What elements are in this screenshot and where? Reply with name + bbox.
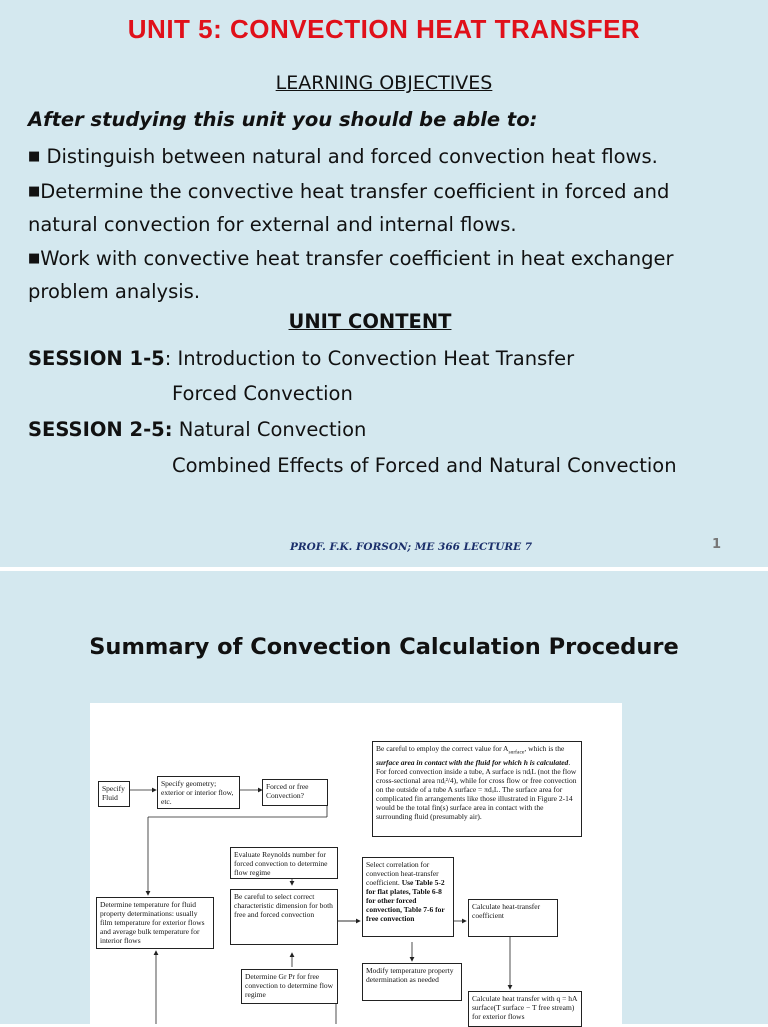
- page-number: 1: [712, 537, 722, 552]
- box-reynolds: Evaluate Reynolds number for forced convection to determine flow regime: [230, 847, 338, 879]
- objective-bullet-3: [28, 242, 728, 308]
- select-corr-tables: Use Table 5-2 for flat plates, Table 6-8 for other forced convection, Table 7-6 for free convection: [366, 878, 445, 923]
- box-determine-temperature: Determine temperature for fluid property determinations: usually film temperature for exterior flows and average bulk temperature for interior flows: [96, 897, 214, 949]
- slide-footer: PROF. F.K. FORSON; ME 366 LECTURE 7: [290, 541, 533, 553]
- square-bullet-icon: ■: [28, 184, 41, 199]
- box-calculate-htc: Calculate heat-transfer coefficient: [468, 899, 558, 937]
- session-1-line: [28, 347, 574, 370]
- box-forced-or-free: Forced or free Convection?: [262, 779, 328, 806]
- note-text-mid: , which is the: [524, 744, 565, 753]
- select-corr-text: Select correlation for convection heat-transfer coefficient.: [366, 860, 439, 887]
- note-subscript: surface: [508, 749, 525, 756]
- session-text: Forced Convection: [172, 382, 353, 405]
- box-gr-pr: Determine Gr Pr for free convection to determine flow regime: [241, 969, 338, 1004]
- box-select-correlation: [362, 857, 454, 937]
- objective-text-1: Distinguish between natural and forced convection heat flows.: [40, 145, 658, 168]
- slide-2: [0, 571, 768, 1024]
- session-1-subline: [172, 382, 353, 405]
- unit-content-heading: UNIT CONTENT: [288, 310, 452, 333]
- session-label: SESSION 1-5: [28, 347, 165, 370]
- session-2-line: [28, 418, 366, 441]
- summary-title: Summary of Convection Calculation Procedure: [89, 634, 679, 660]
- objective-bullet-1: [28, 140, 728, 173]
- learning-objectives-heading: LEARNING OBJECTIVES: [275, 72, 493, 94]
- session-text: Natural Convection: [172, 418, 367, 441]
- box-specify-geometry: Specify geometry; exterior or interior flow, etc.: [157, 776, 240, 809]
- objectives-intro: After studying this unit you should be able to:: [28, 108, 538, 131]
- session-text: Combined Effects of Forced and Natural Convection: [172, 454, 677, 477]
- box-calculate-heat-transfer: Calculate heat transfer with q = hA surface(T surface − T free stream) for exterior flows: [468, 991, 582, 1027]
- note-text-emphasis: surface area in contact with the fluid for which h is calculated: [376, 757, 569, 767]
- box-modify-temperature: Modify temperature property determination as needed: [362, 963, 462, 1001]
- objective-bullet-2: [28, 175, 728, 241]
- objective-text-3: Work with convective heat transfer coefficient in heat exchanger problem analysis.: [28, 247, 674, 303]
- session-label: SESSION 2-5:: [28, 418, 173, 441]
- square-bullet-icon: ■: [28, 149, 41, 164]
- box-characteristic-dimension: Be careful to select correct characteristic dimension for both free and forced convection: [230, 889, 338, 945]
- note-text-pre: Be careful to employ the correct value for A: [376, 744, 509, 753]
- unit-title: UNIT 5: CONVECTION HEAT TRANSFER: [127, 14, 641, 44]
- box-surface-area-note: [372, 741, 582, 837]
- session-2-subline: [172, 454, 677, 477]
- note-text-rest: . For forced convection inside a tube, A surface is πdᵢL (not the flow cross-sectional area πdᵢ²/4), while for cross flow or free convection on the outside of a tube A surface = πdₒL. The surface area for complicated fin arrangements like those illustrated in Figure 2-14 would be the total fin(s) surface area in contact with the surrounding fluid (presumably air).: [376, 757, 577, 821]
- flowchart-image: [90, 703, 622, 1024]
- objective-text-2: Determine the convective heat transfer coefficient in forced and natural convection for external and internal flows.: [28, 180, 670, 236]
- square-bullet-icon: ■: [28, 251, 41, 266]
- box-specify-fluid: Specify Fluid: [98, 781, 130, 807]
- session-text: : Introduction to Convection Heat Transfer: [164, 347, 575, 370]
